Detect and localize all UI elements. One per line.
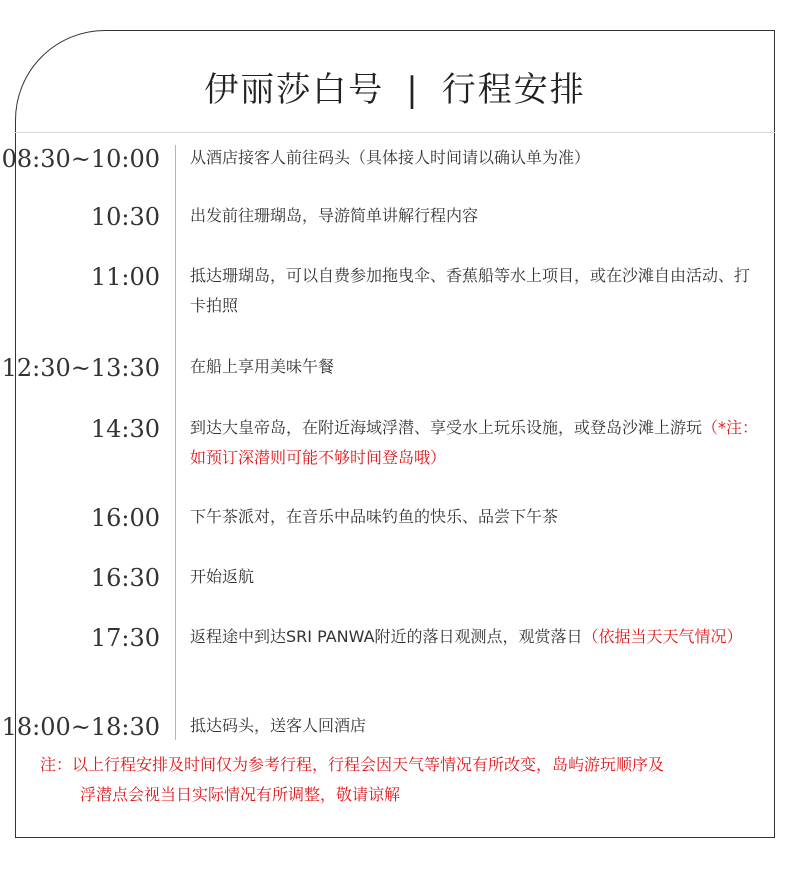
schedule-description: 抵达码头，送客人回酒店 <box>190 716 367 735</box>
title-ship-name: 伊丽莎白号 <box>204 70 385 110</box>
schedule-description: 出发前往珊瑚岛，导游简单讲解行程内容 <box>190 206 479 225</box>
page-title <box>0 62 790 111</box>
schedule-time: 10:30 <box>90 203 160 231</box>
schedule-description: 下午茶派对，在音乐中品味钓鱼的快乐、品尝下午茶 <box>190 507 559 526</box>
schedule-description: 在船上享用美味午餐 <box>190 357 335 376</box>
schedule-time: 11:00 <box>90 263 160 291</box>
schedule-description: 抵达珊瑚岛，可以自费参加拖曳伞、香蕉船等水上项目，或在沙滩自由活动、打卡拍照 <box>190 266 751 315</box>
schedule-time: 14:30 <box>90 415 160 443</box>
schedule-description: 返程途中到达SRI PANWA附近的落日观测点，观赏落日（依据当天天气情况） <box>190 627 743 646</box>
schedule-time: 18:00~18:30 <box>1 713 160 741</box>
timeline-line <box>175 145 176 740</box>
footnote <box>40 750 760 810</box>
schedule-time: 12:30~13:30 <box>1 354 160 382</box>
title-subtitle: 行程安排 <box>441 70 586 110</box>
schedule-description: 从酒店接客人前往码头（具体接人时间请以确认单为准） <box>190 148 591 167</box>
schedule-description: 到达大皇帝岛，在附近海域浮潜、享受水上玩乐设施，或登岛沙滩上游玩（*注：如预订深潜则可能不够时间登岛哦） <box>190 418 759 467</box>
schedule-time: 17:30 <box>90 624 160 652</box>
schedule-description: 开始返航 <box>190 567 255 586</box>
schedule-time: 16:00 <box>90 504 160 532</box>
title-separator: | <box>406 70 420 110</box>
title-divider <box>15 132 775 133</box>
footnote-line-2: 浮潜点会视当日实际情况有所调整，敬请谅解 <box>80 785 401 804</box>
schedule-time: 08:30~10:00 <box>1 145 160 173</box>
schedule-time: 16:30 <box>90 564 160 592</box>
footnote-line-1: 注：以上行程安排及时间仅为参考行程，行程会因天气等情况有所改变，岛屿游玩顺序及 <box>40 755 665 774</box>
